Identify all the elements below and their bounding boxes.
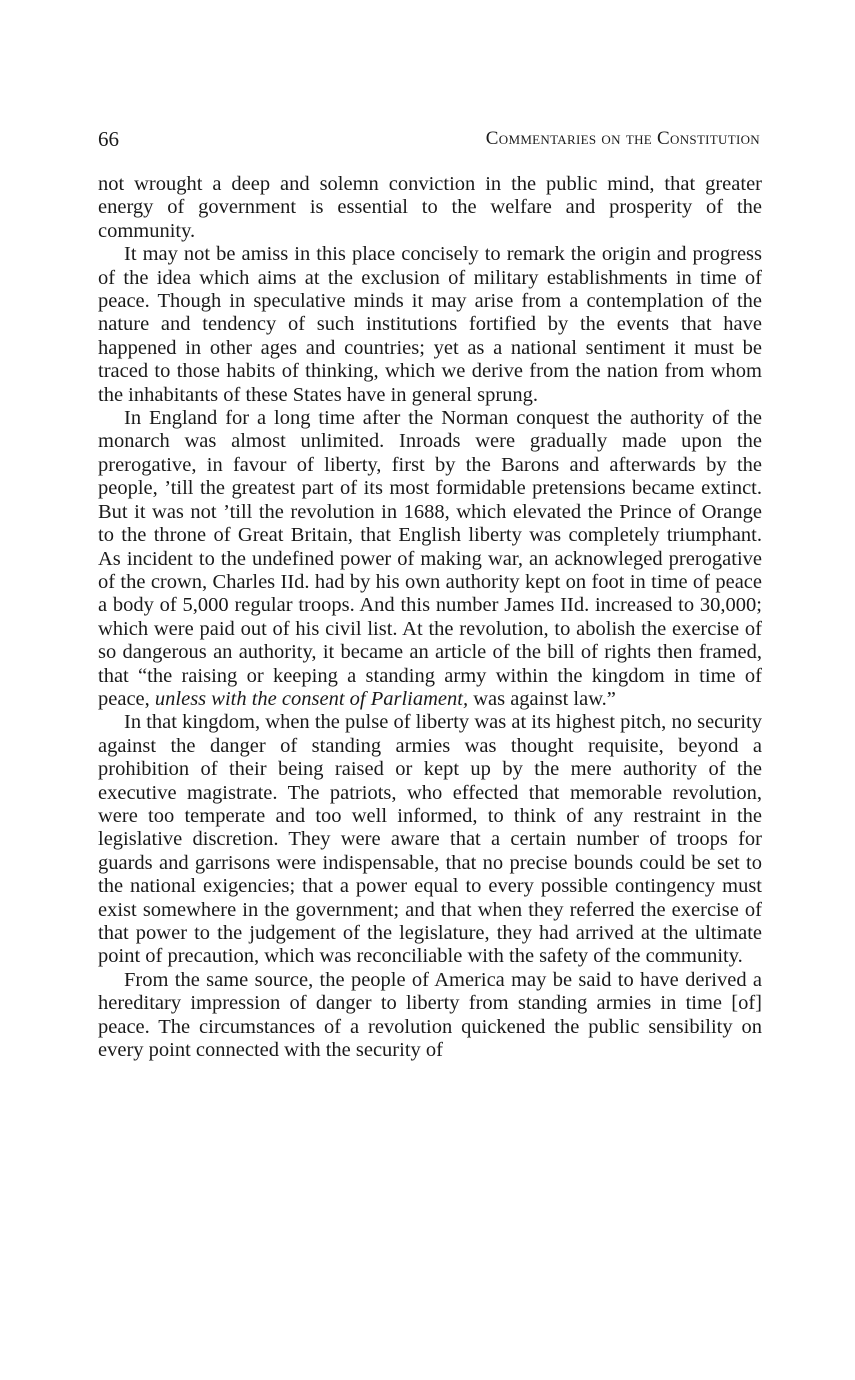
paragraph-kingdom-liberty: In that kingdom, when the pulse of liberty was at its highest pitch, no security against the danger of standing armies was thought requisite, beyond a prohibition of their being raised or kept up by the mere authority of the executive magistrate. The patriots, who effected that memorable revolution, were too temperate and too well informed, to think of any restraint in the legislative discretion. They were aware that a certain number of troops for guards and garrisons were indispensable, that no precise bounds could be set to the national exigencies; that a power equal to every possible contingency must exist somewhere in the government; and that when they referred the exercise of that power to the judgement of the legislature, they had arrived at the ultimate point of precaution, which was reconciliable with the safety of the community.: [98, 711, 762, 968]
paragraph-england-text: In England for a long time after the Norman conquest the authority of the monarch was almost unlimited. Inroads were gradually made upon the prerogative, in favour of liberty, first by the Barons and afterwards by the people, ’till the greatest part of its most formidable pretensions became extinct. But it was not ’till the revolution in 1688, which elevated the Prince of Orange to the throne of Great Britain, that English liberty was completely triumphant. As incident to the undefined power of making war, an acknowleged prerogative of the crown, Charles IId. had by his own authority kept on foot in time of peace a body of 5,000 regular troops. And this number James IId. increased to 30,000; which were paid out of his civil list. At the revolution, to abolish the exercise of so dangerous an authority, it became an article of the bill of rights then framed, that “the raising or keeping a standing army within the kingdom in time of peace,: [98, 407, 762, 710]
running-head: [98, 126, 760, 152]
paragraph-continued: not wrought a deep and solemn conviction in the public mind, that greater energy of government is essential to the welfare and prosperity of the community.: [98, 173, 762, 242]
paragraph-england-text-end: was against law.”: [468, 687, 616, 710]
body-text: [98, 173, 762, 1062]
paragraph-england-history: [98, 407, 762, 711]
running-title: Commentaries on the Constitution: [485, 128, 760, 149]
paragraph-origin-of-idea: It may not be amiss in this place concisely to remark the origin and progress of the idea which aims at the exclusion of military establishments in time of peace. Though in speculative minds it may arise from a contemplation of the nature and tendency of such institutions fortified by the events that have happened in other ages and countries; yet as a national sentiment it must be traced to those habits of thinking, which we derive from the nation from whom the inhabitants of these States have in general sprung.: [98, 243, 762, 406]
page-number: 66: [98, 127, 119, 151]
italic-phrase-consent-of-parliament: unless with the consent of Parliament,: [154, 687, 469, 710]
paragraph-america-source: From the same source, the people of America may be said to have derived a hereditary impression of danger to liberty from standing armies in time [of] peace. The circumstances of a revolution quickened the public sensibility on every point connected with the security of: [98, 968, 762, 1062]
